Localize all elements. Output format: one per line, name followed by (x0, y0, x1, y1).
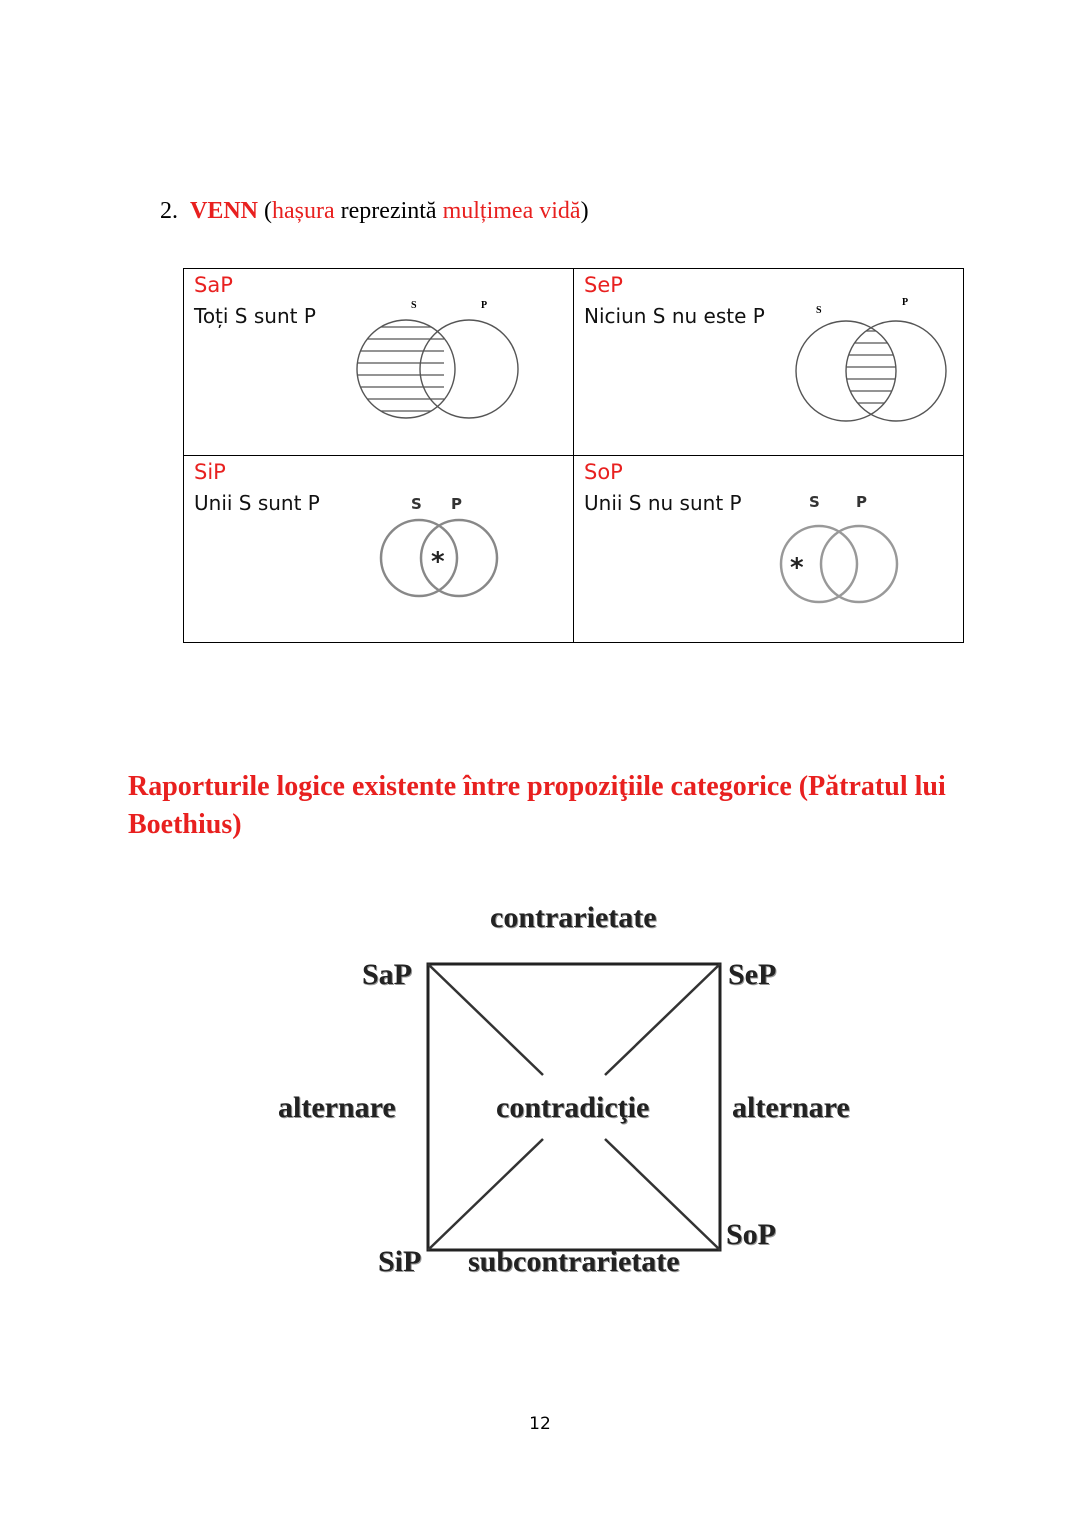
s-label: S (816, 305, 822, 316)
multimea-vida-word: mulțimea vidă (442, 198, 581, 224)
p-circle (821, 526, 897, 602)
open-paren: ( (264, 198, 273, 224)
venn-diagram-sap (354, 289, 534, 449)
s-label: S (411, 495, 422, 513)
venn-cell-sip (184, 456, 574, 643)
hasura-word: hașura (272, 198, 335, 224)
venn-cell-sep (574, 269, 964, 456)
venn-cell-sop (574, 456, 964, 643)
diagonal-tr (605, 964, 720, 1075)
diagonal-br (605, 1139, 720, 1250)
cell-code: SiP (194, 460, 226, 484)
s-label: S (411, 300, 417, 311)
label-alternare-right: alternare (732, 1091, 850, 1124)
cell-text: Unii S sunt P (194, 491, 320, 515)
venn-table (183, 268, 964, 643)
p-circle (420, 320, 518, 418)
cell-code: SoP (584, 460, 623, 484)
venn-diagram-sop (774, 486, 914, 611)
cell-code: SaP (194, 273, 233, 297)
hatch-lines (829, 331, 919, 403)
list-number: 2. (160, 198, 178, 224)
cell-text: Niciun S nu este P (584, 304, 765, 328)
label-sop: SoP (726, 1218, 777, 1251)
asterisk-marker: * (790, 553, 804, 583)
p-label: P (902, 297, 909, 308)
venn-diagram-sep (789, 289, 959, 449)
venn-diagram-sip (374, 486, 514, 606)
s-label: S (809, 493, 820, 511)
label-alternare-left: alternare (278, 1091, 396, 1124)
s-circle (357, 320, 455, 418)
cell-code: SeP (584, 273, 623, 297)
diagonal-bl (428, 1139, 543, 1250)
boethius-square (250, 895, 890, 1295)
close-paren: ) (580, 198, 589, 224)
label-sep: SeP (728, 958, 777, 991)
diagonal-tl (428, 964, 543, 1075)
section-title: Raporturile logice existente între propoziţiile categorice (Pătratul lui Boethius) (128, 771, 946, 840)
cell-text: Unii S nu sunt P (584, 491, 742, 515)
reprezinta-word: reprezintă (340, 198, 437, 224)
p-label: P (451, 495, 462, 513)
s-circle (381, 520, 457, 596)
venn-heading (160, 198, 589, 225)
p-label: P (481, 300, 488, 311)
label-sip: SiP (378, 1245, 422, 1278)
venn-cell-sap (184, 269, 574, 456)
p-label: P (856, 493, 867, 511)
page-number: 12 (529, 1414, 551, 1434)
venn-label: VENN (190, 198, 259, 224)
label-contradictie: contradicţie (496, 1091, 650, 1124)
asterisk-marker: * (431, 547, 445, 577)
label-subcontrarietate: subcontrarietate (468, 1245, 680, 1278)
cell-text: Toți S sunt P (194, 304, 316, 328)
label-contrarietate: contrarietate (490, 901, 657, 934)
label-sap: SaP (362, 958, 413, 991)
